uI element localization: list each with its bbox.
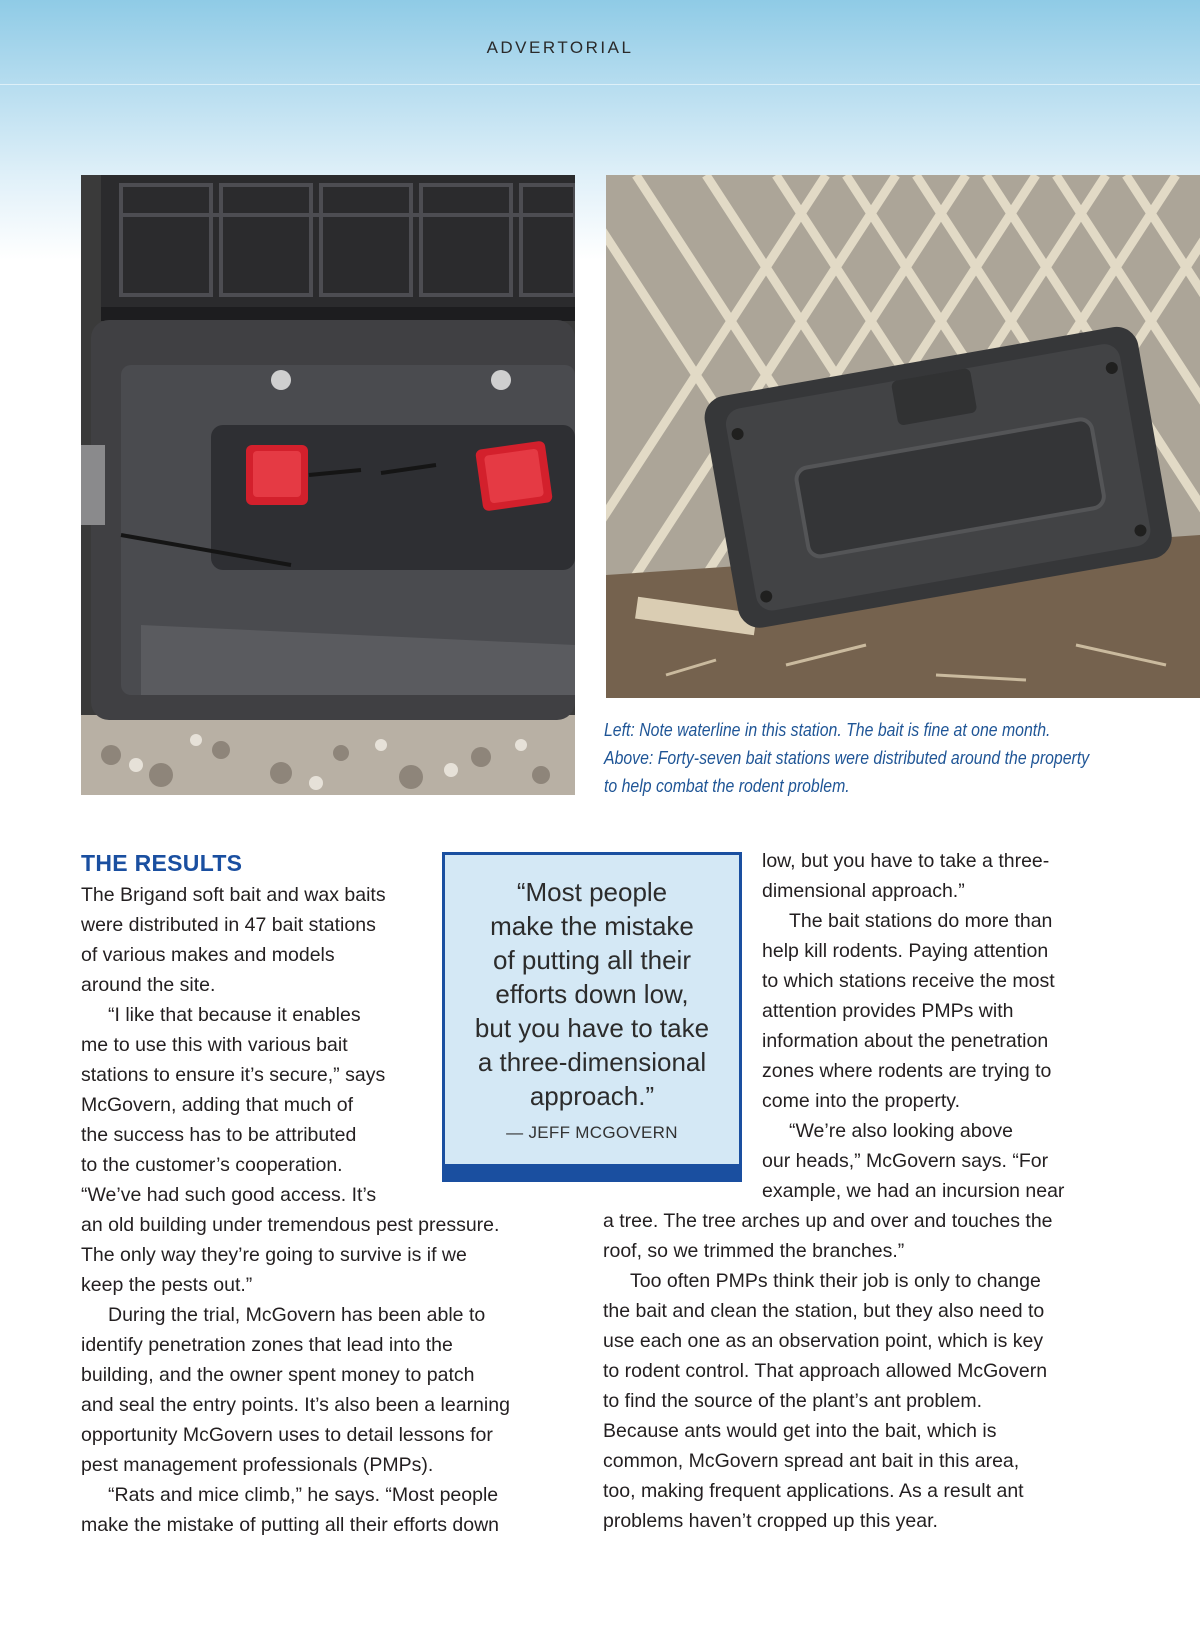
body-line: attention provides PMPs with [762,1000,1014,1022]
photo-caption [604,716,1090,800]
body-line: help kill rodents. Paying attention [762,940,1049,962]
photo-open-bait-station [81,175,575,795]
body-line: building, and the owner spent money to patch [81,1364,475,1386]
pull-quote-line: “Most people [516,877,668,907]
body-line: too, making frequent applications. As a result ant [603,1480,1024,1502]
body-line: the bait and clean the station, but they also need to [603,1300,1045,1322]
body-line: “We’re also looking above [789,1120,1014,1142]
body-line: The Brigand soft bait and wax baits [81,884,386,906]
body-line: “Rats and mice climb,” he says. “Most people [108,1484,499,1506]
photo-closed-bait-station [606,175,1200,698]
advertorial-label: ADVERTORIAL [486,38,634,57]
body-line: around the site. [81,974,216,996]
body-line: to which stations receive the most [762,970,1055,992]
body-line: to find the source of the plant’s ant problem. [603,1390,983,1412]
body-line: problems haven’t cropped up this year. [603,1510,938,1532]
body-line: and seal the entry points. It’s also been a learning [81,1394,510,1416]
body-line: roof, so we trimmed the branches.” [603,1240,905,1262]
body-line: of various makes and models [81,944,335,966]
body-line: example, we had an incursion near [762,1180,1065,1202]
body-line: Because ants would get into the bait, which is [603,1420,997,1442]
body-line: opportunity McGovern uses to detail lessons for [81,1424,493,1446]
body-line: an old building under tremendous pest pressure. [81,1214,500,1236]
body-line: Too often PMPs think their job is only to change [630,1270,1041,1292]
pull-quote-line: a three-dimensional [477,1047,707,1077]
body-line: During the trial, McGovern has been able to [108,1304,486,1326]
body-line: use each one as an observation point, which is key [603,1330,1044,1352]
body-line: were distributed in 47 bait stations [81,914,376,936]
body-line: common, McGovern spread ant bait in this area, [603,1450,1020,1472]
body-line: McGovern, adding that much of [81,1094,354,1116]
body-line: me to use this with various bait [81,1034,348,1056]
body-line: dimensional approach.” [762,880,965,902]
body-line: The only way they’re going to survive is if we [81,1244,467,1266]
body-line: to rodent control. That approach allowed McGovern [603,1360,1048,1382]
body-line: make the mistake of putting all their efforts down [81,1514,500,1536]
pull-quote-line: efforts down low, [495,979,689,1009]
caption-line: to help combat the rodent problem. [604,776,850,796]
body-line: “I like that because it enables [108,1004,361,1026]
body-line: zones where rodents are trying to [762,1060,1052,1082]
body-line: The bait stations do more than [789,910,1053,932]
section-heading: THE RESULTS [81,850,243,876]
body-line: low, but you have to take a three- [762,850,1050,872]
body-line: stations to ensure it’s secure,” says [81,1064,386,1086]
body-line: information about the penetration [762,1030,1049,1052]
body-line: a tree. The tree arches up and over and touches the [603,1210,1053,1232]
pull-quote [442,852,742,1182]
body-line: identify penetration zones that lead into the [81,1334,453,1356]
body-line: the success has to be attributed [81,1124,357,1146]
pull-quote-line: but you have to take [474,1013,710,1043]
caption-line: Left: Note waterline in this station. The bait is fine at one month. [604,720,1051,740]
pull-quote-attribution: — JEFF MCGOVERN [506,1123,678,1142]
body-line: our heads,” McGovern says. “For [762,1150,1049,1172]
body-line: come into the property. [762,1090,960,1112]
pull-quote-line: make the mistake [490,911,694,941]
body-line: to the customer’s cooperation. [81,1154,343,1176]
caption-line: Above: Forty-seven bait stations were distributed around the property [604,748,1090,768]
body-line: keep the pests out.” [81,1274,253,1296]
body-line: pest management professionals (PMPs). [81,1454,434,1476]
pull-quote-bar [442,1164,742,1182]
body-line: “We’ve had such good access. It’s [81,1184,377,1206]
pull-quote-line: of putting all their [492,945,691,975]
pull-quote-line: approach.” [529,1081,655,1111]
